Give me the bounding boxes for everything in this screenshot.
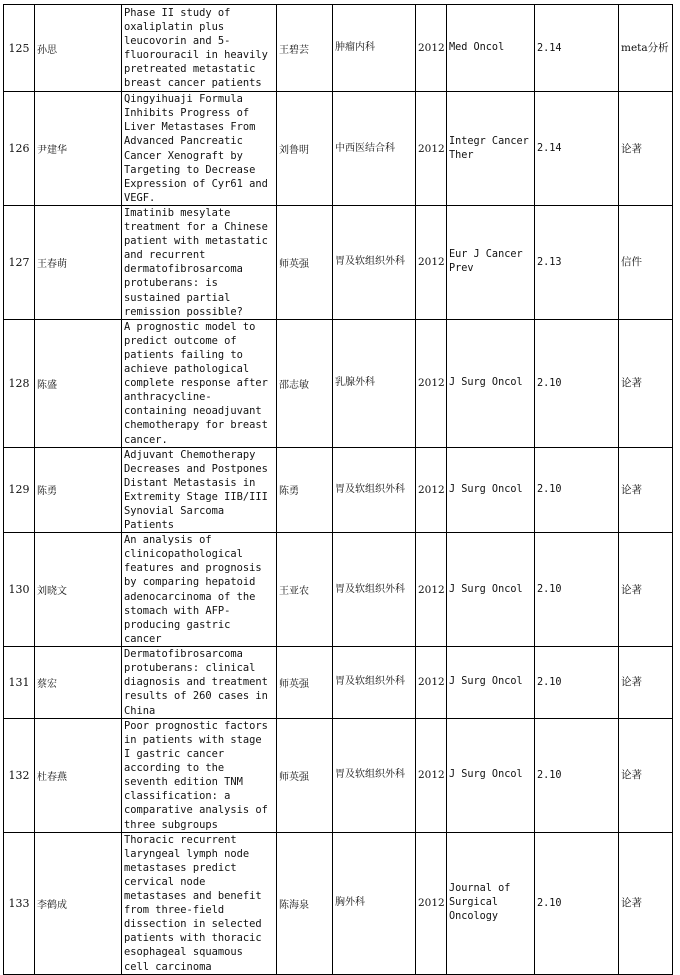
impact-factor: 2.14 xyxy=(535,5,619,92)
table-body xyxy=(4,5,673,975)
paper-title: Poor prognostic factors in patients with stage I gastric cancer according to the seventh edition TNM classification: a comparative analysis of three subgroups xyxy=(122,718,277,832)
table-row xyxy=(4,533,673,647)
article-type: 论著 xyxy=(619,718,673,832)
paper-title: Adjuvant Chemotherapy Decreases and Postpones Distant Metastasis in Extremity Stage IIB/III Synovial Sarcoma Patients xyxy=(122,447,277,533)
row-number: 132 xyxy=(4,718,35,832)
author-name: 孙思 xyxy=(35,5,122,92)
article-type: 论著 xyxy=(619,646,673,718)
department: 中西医结合科 xyxy=(333,92,416,206)
journal-name: J Surg Oncol xyxy=(447,447,535,533)
impact-factor: 2.14 xyxy=(535,92,619,206)
journal-name: J Surg Oncol xyxy=(447,718,535,832)
publication-year: 2012 xyxy=(416,319,447,447)
paper-title: Thoracic recurrent laryngeal lymph node metastases predict cervical node metastases and benefit from three-field dissection in selected patients with thoracic esophageal squamous cell carcinoma xyxy=(122,832,277,974)
author-name: 蔡宏 xyxy=(35,646,122,718)
table-row xyxy=(4,319,673,447)
department: 胃及软组织外科 xyxy=(333,206,416,320)
impact-factor: 2.13 xyxy=(535,206,619,320)
row-number: 131 xyxy=(4,646,35,718)
first-author: 陈海泉 xyxy=(277,832,333,974)
impact-factor: 2.10 xyxy=(535,646,619,718)
journal-name: Eur J Cancer Prev xyxy=(447,206,535,320)
article-type: 论著 xyxy=(619,447,673,533)
article-type: 论著 xyxy=(619,92,673,206)
paper-title: Imatinib mesylate treatment for a Chinese patient with metastatic and recurrent dermatofibrosarcoma protuberans: is sustained partial remission possible? xyxy=(122,206,277,320)
first-author: 师英强 xyxy=(277,206,333,320)
department: 胃及软组织外科 xyxy=(333,646,416,718)
department: 乳腺外科 xyxy=(333,319,416,447)
publication-year: 2012 xyxy=(416,718,447,832)
row-number: 130 xyxy=(4,533,35,647)
row-number: 128 xyxy=(4,319,35,447)
department: 肿瘤内科 xyxy=(333,5,416,92)
article-type: 信件 xyxy=(619,206,673,320)
first-author: 邵志敏 xyxy=(277,319,333,447)
author-name: 尹建华 xyxy=(35,92,122,206)
journal-name: J Surg Oncol xyxy=(447,646,535,718)
publication-year: 2012 xyxy=(416,5,447,92)
first-author: 刘鲁明 xyxy=(277,92,333,206)
publication-table xyxy=(3,4,673,975)
publication-year: 2012 xyxy=(416,206,447,320)
publication-year: 2012 xyxy=(416,832,447,974)
journal-name: J Surg Oncol xyxy=(447,533,535,647)
first-author: 师英强 xyxy=(277,646,333,718)
table-row xyxy=(4,718,673,832)
article-type: 论著 xyxy=(619,319,673,447)
author-name: 陈盛 xyxy=(35,319,122,447)
department: 胃及软组织外科 xyxy=(333,718,416,832)
publication-year: 2012 xyxy=(416,92,447,206)
table-row xyxy=(4,92,673,206)
paper-title: An analysis of clinicopathological features and prognosis by comparing hepatoid adenocarcinoma of the stomach with AFP-producing gastric cancer xyxy=(122,533,277,647)
table-row xyxy=(4,206,673,320)
publication-year: 2012 xyxy=(416,447,447,533)
table-row xyxy=(4,832,673,974)
article-type: 论著 xyxy=(619,533,673,647)
first-author: 师英强 xyxy=(277,718,333,832)
impact-factor: 2.10 xyxy=(535,447,619,533)
row-number: 125 xyxy=(4,5,35,92)
author-name: 杜春燕 xyxy=(35,718,122,832)
paper-title: A prognostic model to predict outcome of patients failing to achieve pathological complete response after anthracycline-containing neoadjuvant chemotherapy for breast cancer. xyxy=(122,319,277,447)
row-number: 127 xyxy=(4,206,35,320)
department: 胃及软组织外科 xyxy=(333,533,416,647)
row-number: 126 xyxy=(4,92,35,206)
impact-factor: 2.10 xyxy=(535,533,619,647)
publication-year: 2012 xyxy=(416,646,447,718)
author-name: 刘晓文 xyxy=(35,533,122,647)
department: 胃及软组织外科 xyxy=(333,447,416,533)
paper-title: Dermatofibrosarcoma protuberans: clinical diagnosis and treatment results of 260 cases in China xyxy=(122,646,277,718)
first-author: 王亚农 xyxy=(277,533,333,647)
table-row xyxy=(4,447,673,533)
journal-name: Integr Cancer Ther xyxy=(447,92,535,206)
impact-factor: 2.10 xyxy=(535,718,619,832)
paper-title: Qingyihuaji Formula Inhibits Progress of Liver Metastases From Advanced Pancreatic Cancer Xenograft by Targeting to Decrease Expression of Cyr61 and VEGF. xyxy=(122,92,277,206)
department: 胸外科 xyxy=(333,832,416,974)
author-name: 王春萌 xyxy=(35,206,122,320)
journal-name: Journal of Surgical Oncology xyxy=(447,832,535,974)
article-type: 论著 xyxy=(619,832,673,974)
impact-factor: 2.10 xyxy=(535,832,619,974)
paper-title: Phase II study of oxaliplatin plus leucovorin and 5-fluorouracil in heavily pretreated metastatic breast cancer patients xyxy=(122,5,277,92)
row-number: 129 xyxy=(4,447,35,533)
journal-name: Med Oncol xyxy=(447,5,535,92)
author-name: 李鹤成 xyxy=(35,832,122,974)
table-row xyxy=(4,5,673,92)
impact-factor: 2.10 xyxy=(535,319,619,447)
article-type: meta分析 xyxy=(619,5,673,92)
first-author: 陈勇 xyxy=(277,447,333,533)
row-number: 133 xyxy=(4,832,35,974)
table-row xyxy=(4,646,673,718)
publication-year: 2012 xyxy=(416,533,447,647)
journal-name: J Surg Oncol xyxy=(447,319,535,447)
first-author: 王碧芸 xyxy=(277,5,333,92)
author-name: 陈勇 xyxy=(35,447,122,533)
